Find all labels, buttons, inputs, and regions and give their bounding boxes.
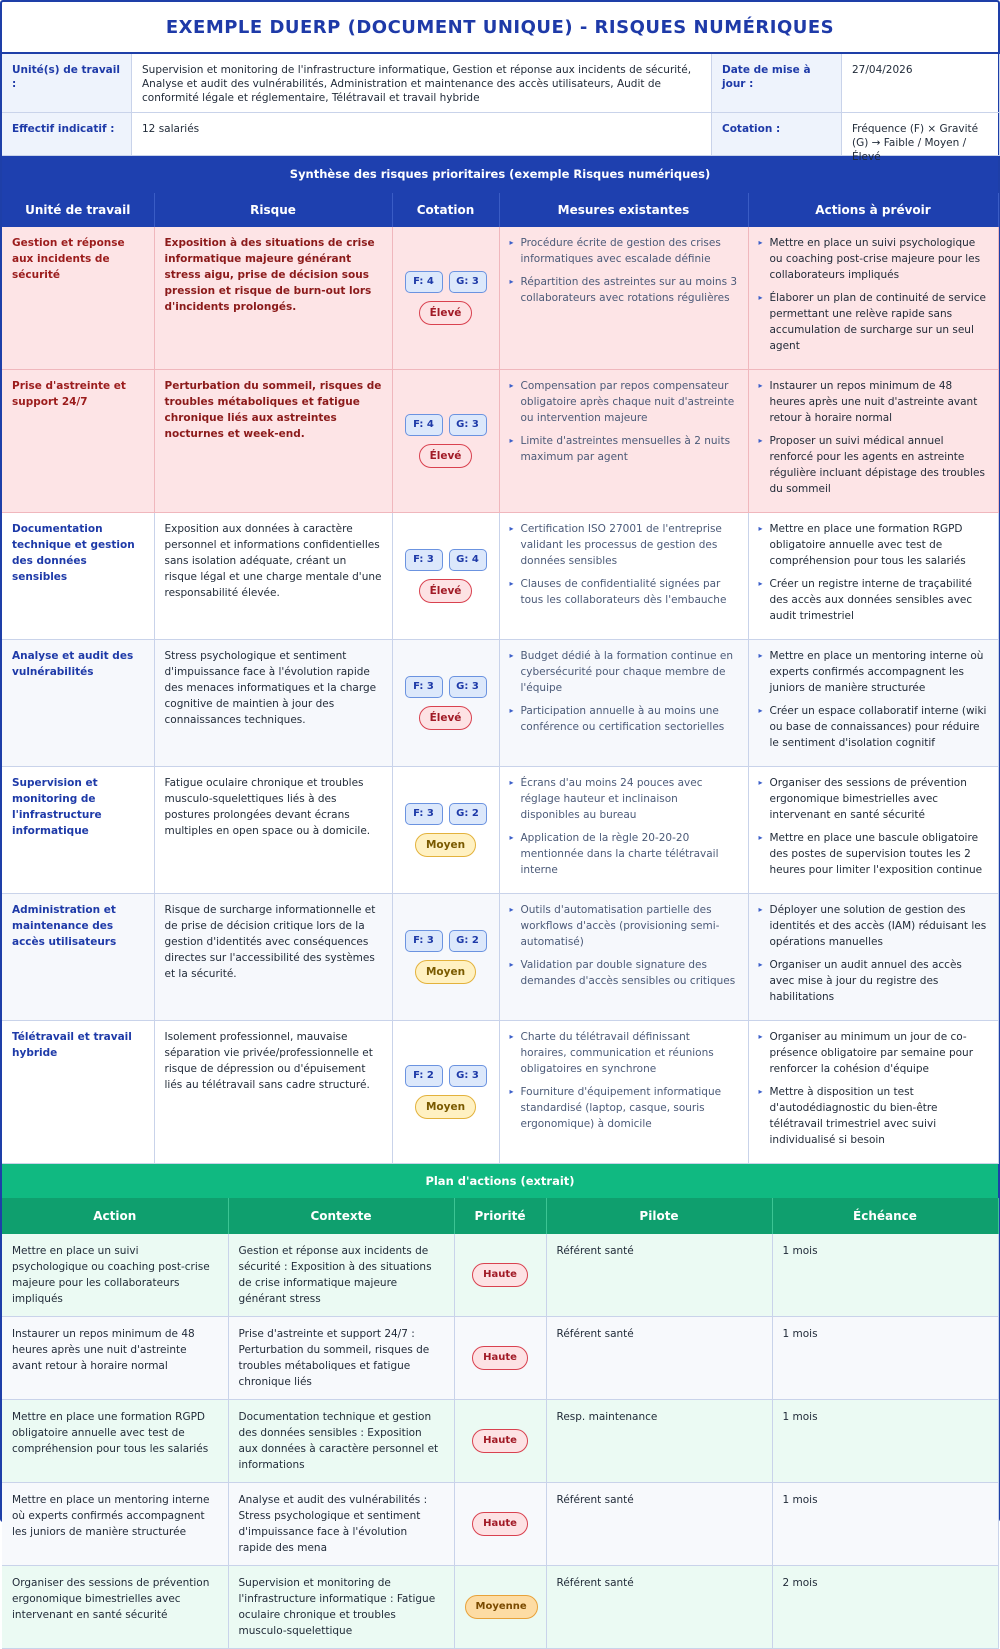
risk-table [2,193,999,1164]
mesure-item: ▸ Répartition des astreintes sur au moins 3 collaborateurs avec rotations régulières [510,274,738,306]
risk-row [2,1021,998,1164]
header-contexte: Contexte [228,1198,454,1234]
mesures-cell [499,894,748,1021]
mesure-item: ▸ Budget dédié à la formation continue en cybersécurité pour chaque membre de l'équipe [510,648,738,696]
risk-cell: Stress psychologique et sentiment d'impuissance face à l'évolution rapide des menaces informatiques et la charge cognitive de maintien à jour des connaissances techniques. [154,640,392,767]
frequency-chip: F: 4 [405,414,443,436]
action-item: ▸ Instaurer un repos minimum de 48 heures après une nuit d'astreinte avant retour à horaire normal [759,378,988,426]
risk-row [2,227,998,370]
units-label: Unité(s) de travail : [2,54,132,113]
header-pilote: Pilote [546,1198,772,1234]
header-priorite: Priorité [454,1198,546,1234]
header-unit: Unité de travail [2,193,154,227]
plan-echeance-cell: 1 mois [772,1400,998,1483]
plan-row [2,1400,998,1483]
priority-badge: Haute [472,1346,528,1370]
plan-echeance-cell: 1 mois [772,1483,998,1566]
plan-echeance-cell: 2 mois [772,1566,998,1649]
action-item: ▸ Déployer une solution de gestion des identités et des accès (IAM) réduisant les opérations manuelles [759,902,988,950]
risk-cell: Exposition à des situations de crise informatique majeure générant stress aigu, prise de décision sous pression et risque de burn-out lors d'incidents prolongés. [154,227,392,370]
mesures-cell [499,370,748,513]
plan-row [2,1566,998,1649]
action-item: ▸ Organiser au minimum un jour de co-présence obligatoire par semaine pour renforcer la cohésion d'équipe [759,1029,988,1077]
plan-pilote-cell: Référent santé [546,1566,772,1649]
frequency-chip: F: 3 [405,803,443,825]
plan-pilote-cell: Référent santé [546,1483,772,1566]
plan-pilote-cell: Référent santé [546,1234,772,1317]
plan-echeance-cell: 1 mois [772,1317,998,1400]
unit-cell: Supervision et monitoring de l'infrastructure informatique [2,767,154,894]
gravity-chip: G: 3 [449,271,487,293]
action-item: ▸ Mettre en place une bascule obligatoire des postes de supervision toutes les 2 heures pour limiter l'exposition continue [759,830,988,878]
plan-pilote-cell: Référent santé [546,1317,772,1400]
plan-priorite-cell [454,1317,546,1400]
gravity-chip: G: 3 [449,414,487,436]
priority-badge: Haute [472,1429,528,1453]
mesures-cell [499,767,748,894]
effectif-label: Effectif indicatif : [2,113,132,156]
frequency-chip: F: 2 [405,1065,443,1087]
level-badge: Élevé [419,579,473,603]
action-item: ▸ Organiser un audit annuel des accès avec mise à jour du registre des habilitations [759,957,988,1005]
cotation-cell [392,1021,499,1164]
gravity-chip: G: 3 [449,676,487,698]
plan-contexte-cell: Gestion et réponse aux incidents de sécurité : Exposition à des situations de crise informatique majeure générant stress [228,1234,454,1317]
mesure-item: ▸ Validation par double signature des demandes d'accès sensibles ou critiques [510,957,738,989]
actions-cell [748,640,998,767]
header-echeance: Échéance [772,1198,998,1234]
cotation-cell [392,894,499,1021]
mesures-cell [499,227,748,370]
action-item: ▸ Proposer un suivi médical annuel renforcé pour les agents en astreinte régulière incluant dépistage des troubles du sommeil [759,433,988,497]
level-badge: Élevé [419,444,473,468]
risk-cell: Risque de surcharge informationnelle et de prise de décision critique lors de la gestion d'identités avec conséquences directes sur l'accessibilité des systèmes et la sécurité. [154,894,392,1021]
plan-table-header [2,1198,998,1234]
risk-cell: Isolement professionnel, mauvaise séparation vie privée/professionnelle et risque de dépression ou d'épuisement liés au télétravail sans cadre structuré. [154,1021,392,1164]
unit-cell: Télétravail et travail hybride [2,1021,154,1164]
mesure-item: ▸ Limite d'astreintes mensuelles à 2 nuits maximum par agent [510,433,738,465]
plan-priorite-cell [454,1483,546,1566]
cotation-cell [392,370,499,513]
unit-cell: Analyse et audit des vulnérabilités [2,640,154,767]
plan-action-cell: Mettre en place une formation RGPD obligatoire annuelle avec test de compréhension pour tous les salariés [2,1400,228,1483]
risk-table-header [2,193,998,227]
action-item: ▸ Mettre à disposition un test d'autodédiagnostic du bien-être télétravail trimestriel avec suivi individualisé si besoin [759,1084,988,1148]
risk-row [2,767,998,894]
mesure-item: ▸ Participation annuelle à au moins une conférence ou certification sectorielles [510,703,738,735]
risk-cell: Exposition aux données à caractère personnel et informations confidentielles sans isolation adéquate, créant un risque légal et une charge mentale d'une responsabilité élevée. [154,513,392,640]
risk-cell: Fatigue oculaire chronique et troubles musculo-squelettiques liés à des postures prolongées devant écrans multiples en open space ou à domicile. [154,767,392,894]
info-grid [2,54,998,163]
plan-contexte-cell: Supervision et monitoring de l'infrastructure informatique : Fatigue oculaire chronique et troubles musculo-squelettique [228,1566,454,1649]
unit-cell: Documentation technique et gestion des données sensibles [2,513,154,640]
priority-badge: Haute [472,1512,528,1536]
actions-cell [748,227,998,370]
action-item: ▸ Organiser des sessions de prévention ergonomique bimestrielles avec intervenant en santé sécurité [759,775,988,823]
plan-title: Plan d'actions (extrait) [2,1164,998,1198]
gravity-chip: G: 2 [449,930,487,952]
gravity-chip: G: 3 [449,1065,487,1087]
effectif-value: 12 salariés [132,113,712,156]
mesure-item: ▸ Charte du télétravail définissant horaires, communication et réunions obligatoires en synchrone [510,1029,738,1077]
actions-cell [748,370,998,513]
units-value: Supervision et monitoring de l'infrastructure informatique, Gestion et réponse aux incidents de sécurité, Analyse et audit des vulnérabilités, Administration et maintenance des accès utilisateurs, Audit de conformité légale et réglementaire, Télétravail et travail hybride [132,54,712,113]
plan-priorite-cell [454,1234,546,1317]
risk-cell: Perturbation du sommeil, risques de troubles métaboliques et fatigue chronique liés aux astreintes nocturnes et week-end. [154,370,392,513]
level-badge: Moyen [415,1095,476,1119]
header-risk: Risque [154,193,392,227]
plan-action-cell: Instaurer un repos minimum de 48 heures après une nuit d'astreinte avant retour à horaire normal [2,1317,228,1400]
level-badge: Moyen [415,960,476,984]
date-value: 27/04/2026 [842,54,1000,113]
mesure-item: ▸ Clauses de confidentialité signées par tous les collaborateurs dès l'embauche [510,576,738,608]
plan-contexte-cell: Documentation technique et gestion des données sensibles : Exposition aux données à caractère personnel et informations [228,1400,454,1483]
mesure-item: ▸ Procédure écrite de gestion des crises informatiques avec escalade définie [510,235,738,267]
gravity-chip: G: 2 [449,803,487,825]
actions-cell [748,894,998,1021]
mesures-cell [499,513,748,640]
frequency-chip: F: 3 [405,676,443,698]
mesure-item: ▸ Certification ISO 27001 de l'entreprise validant les processus de gestion des données sensibles [510,521,738,569]
action-item: ▸ Élaborer un plan de continuité de service permettant une relève rapide sans accumulation de surcharge sur un seul agent [759,290,988,354]
mesure-item: ▸ Écrans d'au moins 24 pouces avec réglage hauteur et inclinaison disponibles au bureau [510,775,738,823]
cotation-cell [392,640,499,767]
plan-echeance-cell: 1 mois [772,1234,998,1317]
plan-row [2,1317,998,1400]
action-item: ▸ Mettre en place une formation RGPD obligatoire annuelle avec test de compréhension pour tous les salariés [759,521,988,569]
unit-cell: Gestion et réponse aux incidents de sécurité [2,227,154,370]
plan-action-cell: Organiser des sessions de prévention ergonomique bimestrielles avec intervenant en santé sécurité [2,1566,228,1649]
actions-cell [748,1021,998,1164]
plan-action-cell: Mettre en place un mentoring interne où experts confirmés accompagnent les juniors de manière structurée [2,1483,228,1566]
frequency-chip: F: 3 [405,549,443,571]
risk-row [2,513,998,640]
mesures-cell [499,640,748,767]
level-badge: Élevé [419,706,473,730]
action-item: ▸ Mettre en place un mentoring interne où experts confirmés accompagnent les juniors de manière structurée [759,648,988,696]
level-badge: Moyen [415,833,476,857]
action-item: ▸ Mettre en place un suivi psychologique ou coaching post-crise majeure pour les collaborateurs impliqués [759,235,988,283]
gravity-chip: G: 4 [449,549,487,571]
plan-table [2,1198,999,1649]
mesures-cell [499,1021,748,1164]
risk-row [2,370,998,513]
unit-cell: Administration et maintenance des accès utilisateurs [2,894,154,1021]
mesure-item: ▸ Outils d'automatisation partielle des workflows d'accès (provisioning semi-automatisé) [510,902,738,950]
risk-row [2,640,998,767]
level-badge: Élevé [419,301,473,325]
synthese-title: Synthèse des risques prioritaires (exemple Risques numériques) [2,156,998,193]
actions-cell [748,513,998,640]
plan-row [2,1483,998,1566]
cotation-cell [392,767,499,894]
frequency-chip: F: 4 [405,271,443,293]
cotation-value: Fréquence (F) × Gravité (G) → Faible / Moyen / Élevé [842,113,1000,156]
header-cotation: Cotation [392,193,499,227]
cotation-label: Cotation : [712,113,842,156]
header-actions: Actions à prévoir [748,193,998,227]
plan-pilote-cell: Resp. maintenance [546,1400,772,1483]
action-item: ▸ Créer un espace collaboratif interne (wiki ou base de connaissances) pour réduire le sentiment d'isolation cognitif [759,703,988,751]
priority-badge: Haute [472,1263,528,1287]
priority-badge: Moyenne [465,1595,538,1619]
header-mesures: Mesures existantes [499,193,748,227]
plan-action-cell: Mettre en place un suivi psychologique ou coaching post-crise majeure pour les collaborateurs impliqués [2,1234,228,1317]
actions-cell [748,767,998,894]
plan-priorite-cell [454,1566,546,1649]
mesure-item: ▸ Application de la règle 20-20-20 mentionnée dans la charte télétravail interne [510,830,738,878]
action-item: ▸ Créer un registre interne de traçabilité des accès aux données sensibles avec audit trimestriel [759,576,988,624]
document-title: EXEMPLE DUERP (DOCUMENT UNIQUE) - RISQUES NUMÉRIQUES [2,2,998,54]
risk-row [2,894,998,1021]
plan-priorite-cell [454,1400,546,1483]
plan-row [2,1234,998,1317]
plan-contexte-cell: Prise d'astreinte et support 24/7 : Perturbation du sommeil, risques de troubles métaboliques et fatigue chronique liés [228,1317,454,1400]
frequency-chip: F: 3 [405,930,443,952]
unit-cell: Prise d'astreinte et support 24/7 [2,370,154,513]
cotation-cell [392,227,499,370]
mesure-item: ▸ Fourniture d'équipement informatique standardisé (laptop, casque, souris ergonomique) à domicile [510,1084,738,1132]
mesure-item: ▸ Compensation par repos compensateur obligatoire après chaque nuit d'astreinte ou intervention majeure [510,378,738,426]
cotation-cell [392,513,499,640]
plan-contexte-cell: Analyse et audit des vulnérabilités : Stress psychologique et sentiment d'impuissance face à l'évolution rapide des mena [228,1483,454,1566]
date-label: Date de mise à jour : [712,54,842,113]
header-action: Action [2,1198,228,1234]
